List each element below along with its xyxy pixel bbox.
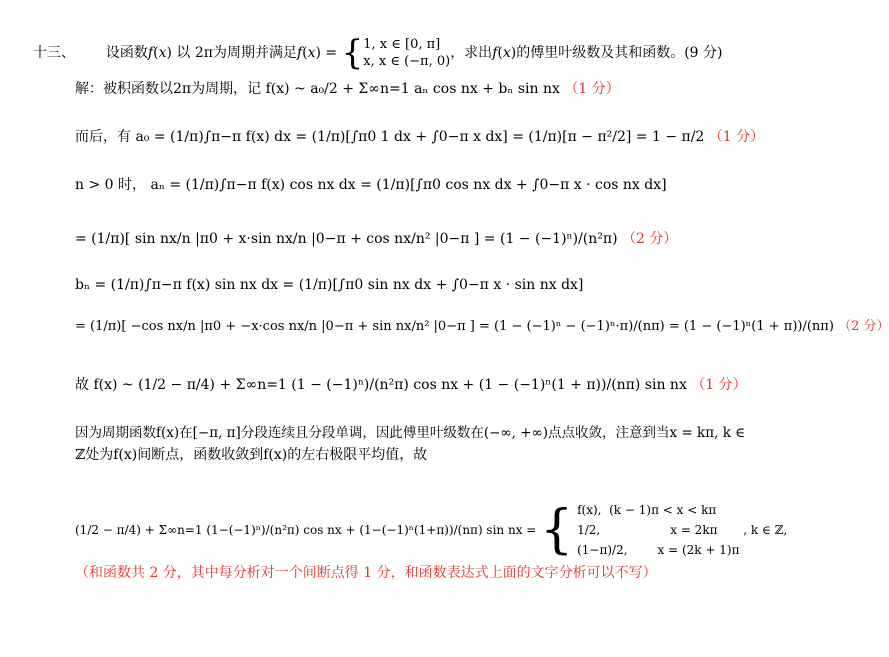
solution-l7-text: 故 <box>75 377 89 393</box>
solution-l2-points: （1 分） <box>708 129 765 145</box>
sum-case-1: f(x), (k − 1)π < x < kπ <box>577 503 717 517</box>
problem-text-2: 以 2π为周期并满足 <box>176 45 297 61</box>
grading-note <box>75 564 657 582</box>
sum-lhs: (1/2 − π/4) + Σ∞n=1 (1−(−1)ⁿ)/(n²π) cos nx + (1−(−1)ⁿ(1+π))/(nπ) sin nx = <box>75 523 537 537</box>
problem-text-4: 的傅里叶级数及其和函数。 <box>516 45 685 61</box>
solution-l8-text: 因为周期函数f(x)在[−π, π]分段连续且分段单调，因此傅里叶级数在(−∞, +∞)点点收敛，注意到当x = kπ, k ∈ <box>75 425 746 441</box>
solution-l4-points: （2 分） <box>622 231 678 247</box>
solution-l5-math: bₙ = (1/π)∫π−π f(x) sin nx dx = (1/π)[∫π0 sin nx dx + ∫0−π x · sin nx dx] <box>75 277 584 293</box>
solution-line-1 <box>75 80 620 98</box>
problem-cases <box>363 36 450 70</box>
problem-text-3: ，求出 <box>450 45 493 61</box>
solution-line-2 <box>75 128 764 146</box>
case-2: x, x ∈ (−π, 0) <box>363 54 451 69</box>
solution-l3-math: aₙ = (1/π)∫π−π f(x) cos nx dx = (1/π)[∫π0 cos nx dx + ∫0−π x · cos nx dx] <box>150 177 667 193</box>
solution-l2-text: 而后，有 <box>75 129 131 145</box>
sum-case-2: 1/2, x = 2kπ <box>577 523 718 537</box>
solution-l9-text: ℤ处为f(x)间断点，函数收敛到f(x)的左右极限平均值，故 <box>75 447 428 463</box>
solution-line-4 <box>75 230 677 248</box>
sum-tail: , k ∈ ℤ, <box>743 523 788 537</box>
solution-l2-math: a₀ = (1/π)∫π−π f(x) dx = (1/π)[∫π0 1 dx + ∫0−π x dx] = (1/π)[π − π²/2] = 1 − π/2 <box>135 129 705 145</box>
solution-line-3 <box>75 176 667 194</box>
solution-line-6 <box>75 318 889 336</box>
solution-l7-points: （1 分） <box>691 377 747 393</box>
solution-l7-math: f(x) ~ (1/2 − π/4) + Σ∞n=1 (1 − (−1)ⁿ)/(n²π) cos nx + (1 − (−1)ⁿ(1 + π))/(nπ) sin nx <box>93 377 687 393</box>
solution-line-5 <box>75 276 583 294</box>
solution-l1-math: f(x) ~ a₀/2 + Σ∞n=1 aₙ cos nx + bₙ sin nx <box>265 81 560 97</box>
problem-line: 十三、 设函数f(x) 以 2π为周期并满足f(x) = { 1, x ∈ [0, π] x, x ∈ (−π, 0) ，求出f(x)的傅里叶级数及其和函数。(9 分) <box>33 33 723 73</box>
sum-case-3: (1−π)/2, x = (2k + 1)π <box>577 543 740 557</box>
solution-l6-points: （2 分） <box>838 319 889 334</box>
sum-function: (1/2 − π/4) + Σ∞n=1 (1−(−1)ⁿ)/(n²π) cos nx + (1−(−1)ⁿ(1+π))/(nπ) sin nx = { f(x), (k − 1)π < x < kπ 1/2, x = 2kπ (1−π)/2, x = (2k + 1)π , k ∈ ℤ, <box>75 500 788 560</box>
solution-l1-points: （1 分） <box>564 81 620 97</box>
solution-line-7 <box>75 376 747 394</box>
problem-points: (9 分) <box>684 45 723 61</box>
problem-text-1: 设函数 <box>105 45 148 61</box>
grading-note-text: （和函数共 2 分，其中每分析对一个间断点得 1 分，和函数表达式上面的文字分析可以不写） <box>75 565 657 581</box>
solution-line-8 <box>75 424 745 442</box>
problem-number: 十三、 <box>33 45 75 61</box>
solution-l6-math: = (1/π)[ −cos nx/n |π0 + −x·cos nx/n |0−π + sin nx/n² |0−π ] = (1 − (−1)ⁿ − (−1)ⁿ·π)/(nπ) = (1 − (−1)ⁿ(1 + π))/(nπ) <box>75 319 834 334</box>
solution-line-9 <box>75 446 427 464</box>
sum-cases <box>577 500 739 560</box>
solution-l3-text: n > 0 时， <box>75 177 147 193</box>
solution-l1-text: 解：被积函数以2π为周期，记 <box>75 81 262 97</box>
case-1: 1, x ∈ [0, π] <box>363 37 441 52</box>
solution-l4-math: = (1/π)[ sin nx/n |π0 + x·sin nx/n |0−π + cos nx/n² |0−π ] = (1 − (−1)ⁿ)/(n²π) <box>75 231 618 247</box>
